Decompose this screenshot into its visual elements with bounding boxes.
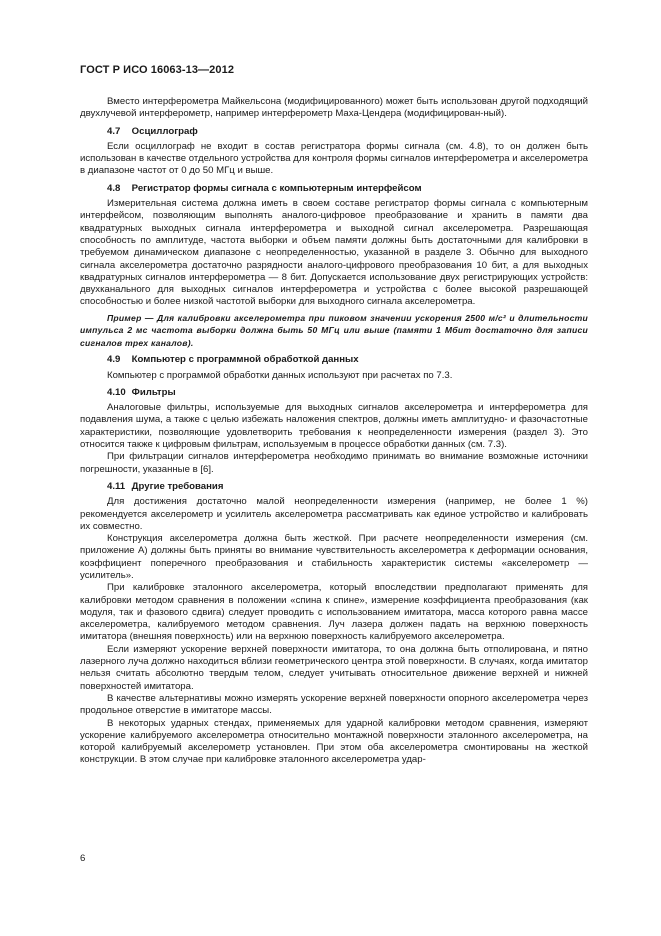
section-title: Осциллограф — [131, 125, 198, 137]
paragraph: Если измеряют ускорение верхней поверхности имитатора, то она должна быть отполирована, и пятно лазерного луча должно находиться вблизи геометрического центра этой поверхности. В случаях, когда имитатор нельзя считать абсолютно твердым телом, следует учитывать относительное движение верхней и нижней поверхностей имитатора. — [80, 643, 588, 692]
section-number: 4.8 — [107, 182, 121, 194]
section-heading — [80, 354, 588, 366]
paragraph: Аналоговые фильтры, используемые для выходных сигналов акселерометра и интерферометра для подавления шума, а также с целью избежать наложения спектров, должны иметь амплитудно- и фазочастотные характеристики, позволяющие удовлетворить требования к неопределенности измерения (раздел 3). Это относится также к цифровым фильтрам, используемым в процессе обработки данных (см. 7.3). — [80, 402, 588, 451]
section-number: 4.7 — [107, 125, 121, 137]
paragraph: Измерительная система должна иметь в своем составе регистратор формы сигнала с компьютерным интерфейсом, позволяющим выполнять аналого-цифровое преобразование и хранить в памяти два квадратурных выходных сигнала интерферометра и выходной сигнал акселерометра. Разрешающая способность по амплитуде, частота выборки и объем памяти должны быть достаточными для калибровки в требуемом динамическом диапазоне с неопределенностью, указанной в разделе 3. Обычно для выходного сигнала акселерометра достаточно разрядности аналого-цифрового преобразования 10 бит, а для выходных квадратурных сигналов интерферометра — 8 бит. Допускается использование двух регистрирующих устройств: двухканального для выходных сигналов интерферометра и устройства с более высокой разрешающей способностью и более низкой частотой выборки для выходного сигнала акселерометра. — [80, 198, 588, 308]
section-number: 4.10 — [107, 386, 126, 398]
paragraph: При калибровке эталонного акселерометра, который впоследствии предполагают применять для калибровки методом сравнения в положении «спина к спине», измерение коэффициента преобразования (как модуля, так и фазового сдвига) следует проводить с использованием имитатора, масса которого равна массе акселерометра, калибруемого методом сравнения. Луч лазера должен падать на верхнюю поверхность имитатора (внешняя поверхность) или на верхнюю поверхность калибруемого акселерометра. — [80, 582, 588, 643]
section-heading — [80, 126, 588, 138]
example-note: Пример — Для калибровки акселерометра при пиковом значении ускорения 2500 м/с² и длительности импульса 2 мс частота выборки должна быть 50 МГц или выше (памяти 1 Мбит достаточно для записи сигналов трех каналов). — [80, 312, 588, 348]
paragraph: В некоторых ударных стендах, применяемых для ударной калибровки методом сравнения, измеряют ускорение калибруемого акселерометра относительно монтажной поверхности эталонного акселерометра, на которой калибруемый акселерометр установлен. При этом оба акселерометра смонтированы на жесткой конструкции. В этом случае при калибровке эталонного акселерометра удар- — [80, 717, 588, 766]
page-number: 6 — [80, 853, 86, 864]
section-heading — [80, 387, 588, 399]
section-title: Фильтры — [131, 386, 176, 398]
section-title: Компьютер с программной обработкой данных — [131, 354, 359, 366]
section-number: 4.11 — [107, 480, 126, 492]
paragraph: Компьютер с программой обработки данных используют при расчетах по 7.3. — [107, 369, 453, 381]
paragraph: Вместо интерферометра Майкельсона (модифицированного) может быть использован другой подходящий двухлучевой интерферометр, например интерферометр Маха-Цендера (модифицирован-ный). — [80, 96, 588, 120]
section-title: Регистратор формы сигнала с компьютерным интерфейсом — [131, 182, 422, 194]
paragraph: Конструкция акселерометра должна быть жесткой. При расчете неопределенности измерения (см. приложение А) должны быть приняты во внимание чувствительность акселерометра к деформации основания, коэффициент поперечного преобразования и стабильность характеристик системы «акселерометр — усилитель». — [80, 533, 588, 581]
document-header: ГОСТ Р ИСО 16063-13—2012 — [80, 64, 235, 76]
section-heading — [80, 183, 588, 195]
paragraph: При фильтрации сигналов интерферометра необходимо принимать во внимание возможные источники погрешности, указанные в [6]. — [80, 451, 588, 475]
section-heading — [80, 481, 588, 493]
section-title: Другие требования — [131, 480, 224, 492]
paragraph: Если осциллограф не входит в состав регистратора формы сигнала (см. 4.8), то он должен быть использован в качестве отдельного устройства для контроля формы сигналов интерферометра и акселерометра в диапазоне частот от 0 до 50 МГц и выше. — [80, 140, 588, 177]
paragraph: Для достижения достаточно малой неопределенности измерения (например, не более 1 %) рекомендуется акселерометр и усилитель акселерометра рассматривать как единое устройство и калибровать их совместно. — [80, 496, 588, 532]
document-body — [80, 96, 588, 767]
section-number: 4.9 — [107, 354, 121, 366]
paragraph: В качестве альтернативы можно измерять ускорение верхней поверхности опорного акселерометра через продольное отверстие в имитаторе массы. — [80, 692, 588, 717]
